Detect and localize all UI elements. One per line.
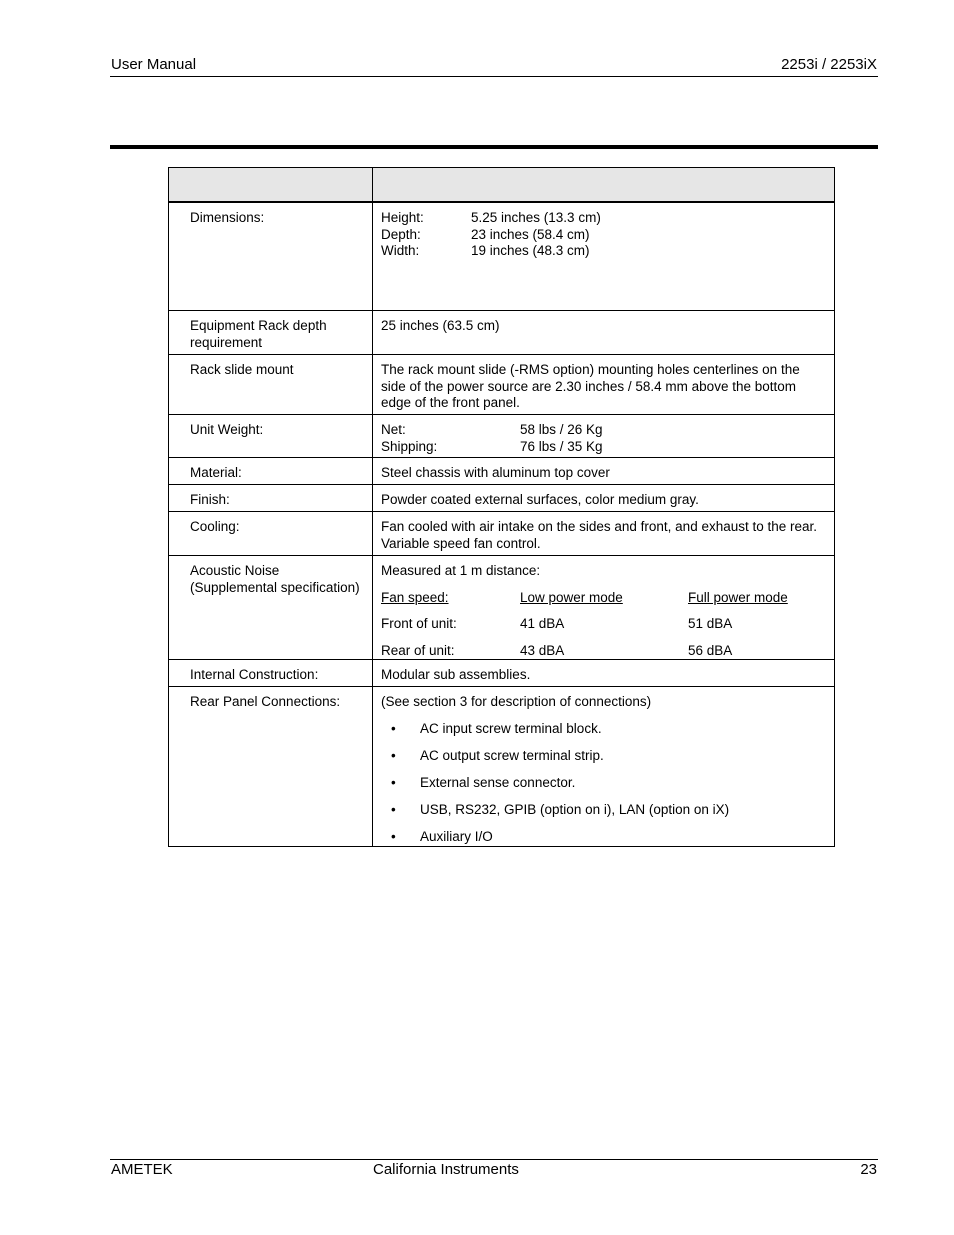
- acoustic-cell: 41 dBA: [520, 616, 565, 631]
- row-value: [373, 202, 835, 311]
- bullet-icon: •: [391, 748, 396, 763]
- row-value: [373, 415, 835, 458]
- header-model: 2253i / 2253iX: [781, 56, 877, 73]
- dimension-key: Width:: [381, 243, 420, 258]
- acoustic-head-cell: Low power mode: [520, 589, 623, 605]
- row-label: Unit Weight:: [169, 415, 373, 458]
- list-item: [381, 802, 826, 819]
- acoustic-head-cell: Fan speed:: [381, 589, 449, 605]
- table-header-cell: [373, 168, 835, 203]
- acoustic-cell: 43 dBA: [520, 642, 565, 658]
- specifications-table: [168, 167, 835, 847]
- dimension-value: 5.25 inches (13.3 cm): [471, 210, 601, 225]
- bullet-icon: •: [391, 829, 396, 844]
- table-row-material: [169, 458, 835, 485]
- list-item-text: USB, RS232, GPIB (option on i), LAN (option on iX): [420, 802, 730, 817]
- dimension-key: Height:: [381, 210, 424, 225]
- rear-panel-intro: (See section 3 for description of connections): [381, 694, 652, 709]
- page-number: 23: [860, 1161, 877, 1178]
- row-label: Internal Construction:: [169, 660, 373, 687]
- acoustic-cell: 56 dBA: [688, 642, 733, 658]
- dimension-value: 19 inches (48.3 cm): [471, 243, 590, 258]
- row-label: Rack slide mount: [169, 355, 373, 415]
- table-row-rear-panel: [169, 687, 835, 847]
- weight-value: 58 lbs / 26 Kg: [520, 422, 603, 437]
- acoustic-cell: Front of unit:: [381, 616, 457, 631]
- bullet-icon: •: [391, 775, 396, 790]
- list-item: [381, 775, 826, 792]
- list-item-text: External sense connector.: [420, 775, 576, 790]
- acoustic-cell: 51 dBA: [688, 616, 733, 631]
- list-item-text: AC output screw terminal strip.: [420, 748, 604, 763]
- weight-value: 76 lbs / 35 Kg: [520, 438, 603, 454]
- table-row-construction: [169, 660, 835, 687]
- list-item-text: Auxiliary I/O: [420, 829, 493, 844]
- table-row-rack-depth: [169, 311, 835, 355]
- table-row-dimensions: [169, 202, 835, 311]
- row-value: The rack mount slide (-RMS option) mounting holes centerlines on the side of the power source are 2.30 inches / 58.4 mm above the bottom edge of the front panel.: [373, 355, 835, 415]
- row-label: Dimensions:: [169, 202, 373, 311]
- acoustic-data-row: [381, 616, 826, 633]
- acoustic-cell: Rear of unit:: [381, 642, 455, 658]
- bullet-icon: •: [391, 721, 396, 736]
- row-value: Fan cooled with air intake on the sides and front, and exhaust to the rear. Variable speed fan control.: [373, 512, 835, 556]
- table-row-rack-slide: [169, 355, 835, 415]
- header-title: User Manual: [111, 56, 197, 73]
- list-item: [381, 829, 826, 846]
- list-item: [381, 721, 826, 738]
- row-value: 25 inches (63.5 cm): [373, 311, 835, 355]
- row-value: Powder coated external surfaces, color medium gray.: [373, 485, 835, 512]
- dimension-value: 23 inches (58.4 cm): [471, 226, 590, 242]
- table-row-acoustic: [169, 556, 835, 660]
- row-label: Rear Panel Connections:: [169, 687, 373, 847]
- section-divider: [110, 145, 878, 149]
- row-value: Steel chassis with aluminum top cover: [373, 458, 835, 485]
- row-label: Material:: [169, 458, 373, 485]
- footer-division: California Instruments: [373, 1161, 519, 1178]
- header-divider: [110, 76, 878, 77]
- row-label: Equipment Rack depth requirement: [169, 311, 373, 355]
- row-value: Modular sub assemblies.: [373, 660, 835, 687]
- row-value: [373, 687, 835, 847]
- dimension-key: Depth:: [381, 226, 421, 242]
- list-item: [381, 748, 826, 765]
- row-value: [373, 556, 835, 660]
- acoustic-data-row: [381, 643, 826, 660]
- dimension-line: [381, 210, 826, 227]
- table-row-cooling: [169, 512, 835, 556]
- weight-line: [381, 439, 826, 456]
- table-row-weight: [169, 415, 835, 458]
- table-header-row: [169, 168, 835, 203]
- footer-divider: [110, 1159, 878, 1160]
- table-row-finish: [169, 485, 835, 512]
- weight-line: [381, 422, 826, 439]
- footer-company: AMETEK: [111, 1161, 173, 1178]
- dimension-line: [381, 243, 826, 260]
- row-label: Acoustic Noise (Supplemental specification): [169, 556, 373, 660]
- bullet-icon: •: [391, 802, 396, 817]
- acoustic-head-cell: Full power mode: [688, 589, 788, 605]
- table-header-cell: [169, 168, 373, 203]
- list-item-text: AC input screw terminal block.: [420, 721, 602, 736]
- row-label: Cooling:: [169, 512, 373, 556]
- acoustic-header: [381, 590, 826, 607]
- row-label: Finish:: [169, 485, 373, 512]
- weight-key: Net:: [381, 422, 406, 437]
- dimension-line: [381, 227, 826, 244]
- connections-list: [381, 721, 826, 846]
- acoustic-intro: Measured at 1 m distance:: [381, 563, 541, 578]
- weight-key: Shipping:: [381, 438, 438, 454]
